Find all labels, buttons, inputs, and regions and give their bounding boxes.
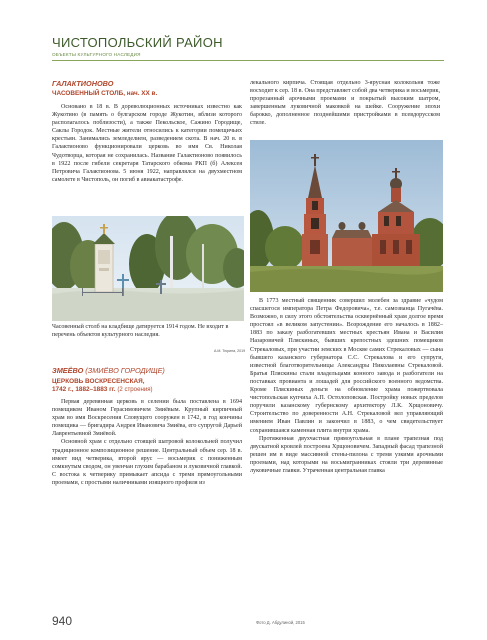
section-subtitle: ОБЪЕКТЫ КУЛЬТУРНОГО НАСЛЕДИЯ bbox=[52, 52, 141, 57]
village-heading-zmeevo bbox=[52, 366, 165, 375]
paragraph: Основано в 18 в. В дореволюционных источниках известно как Жукотино (в память о булгарском городе Жукотин, вблизи которого располагалось поблизости), а также Пекольское, Сажино Городище, Саклы Городок. Местные жители относились к категории помещичьих крестьян. Занимались земледелием, разведением скота. В нач. 20 в. в Галактионово функционировали церковь во имя Св. Николая Чудотворца, которая не сохранилась. Название Галактионово появилось в 1922 после гибели секретаря Татарского обкома РКП (б) Алексея Петровича Галактионова. 5 июня 1922, направлялся на двухместном самолете в Чистополь, он погиб в авиакатастрофе. bbox=[52, 104, 242, 183]
body-text-right-top bbox=[250, 79, 440, 128]
body-text-right-bottom bbox=[250, 297, 443, 475]
body-text-galaktionovo bbox=[52, 103, 242, 184]
header-rule bbox=[52, 60, 444, 61]
region-title: ЧИСТОПОЛЬСКИЙ РАЙОН bbox=[52, 35, 223, 50]
village-heading-galaktionovo: ГАЛАКТИОНОВО bbox=[52, 79, 114, 88]
photo-church bbox=[250, 140, 443, 292]
paragraph: Протяженная двухчастная прямоугольная в плане трапезная под двускатной кровлей построена Хрщоновичем. Западный фасад трапезной решен им в виде массивной стены-пилона с тремя узкими арочными проемами, над которыми на восьмигранниках стояли три деревянные луковичные главки. Утраченная центральная главка bbox=[250, 435, 443, 474]
photo-chapel-pillar bbox=[52, 216, 244, 321]
church-note: (2 строения) bbox=[117, 386, 153, 393]
body-text-zmeevo bbox=[52, 398, 242, 487]
village-alt-name: (ЗМИЁВО ГОРОДИЩЕ) bbox=[85, 366, 165, 375]
paragraph: лекального кирпича. Стоящая отдельно 3-ярусная колокольня тоже восходит к сер. 18 в. Она представляет собой два четверика и восьмерик, прорезанный арочными проемами и покрытый высоким шатром, завершенным луковичной маковкой на шейке. Сооружение эпохи барокко, дополненное позднейшими пристройками в псевдорусском стиле. bbox=[250, 80, 440, 127]
photo-credit-chapel-pillar: А.М. Тюрина, 2019 bbox=[214, 349, 246, 353]
footer-photo-credit: Фото Д. Абдулиной, 2015 bbox=[256, 620, 305, 625]
object-title-church bbox=[52, 378, 242, 394]
object-title-chapel-pillar: ЧАСОВЕННЫЙ СТОЛБ, нач. XX в. bbox=[52, 90, 158, 97]
paragraph: Первая деревянная церковь в селении была поставлена в 1694 помещиком Иваном Герасимовичем Змиёвым. Крупный кирпичный храм во имя Воскресения Словущего сооружен в 1742, в год кончины помещика — бригадира Андрея Ивановича Змиёва, его супругой Дарьей Лаврентьевной Змиёвой. bbox=[52, 399, 242, 438]
page-number: 940 bbox=[52, 614, 73, 628]
paragraph: Основной храм с отдельно стоящей шатровой колокольней получил традиционное композиционное решение. Центральный объем сер. 18 в. имеет вид четверика, второй ярус — восьмерик с пониженным сомкнутым сводом, он увенчан глухим барабаном и луковичной главкой. С востока к четверику примыкает апсида с тремя прямоугольными проемами, с простыми наличниками изящного профиля из bbox=[52, 439, 242, 486]
photo-caption-chapel-pillar: Часовенный столб на кладбище датируется 1914 годом. Не входит в перечень объектов культурного наследия. bbox=[52, 324, 229, 339]
church-photo-image bbox=[250, 140, 443, 292]
church-dates: 1742 г., 1882–1883 гг. bbox=[52, 386, 116, 393]
village-name: ЗМЕЁВО bbox=[52, 366, 84, 375]
church-name: ЦЕРКОВЬ ВОСКРЕСЕНСКАЯ, bbox=[52, 378, 145, 385]
paragraph: В 1773 местный священник совершил молебен за здравие «чудом спасшегося императора Петра Федоровича», т.е. самозванца Пугачёва. Возможно, в силу этого обстоятельства осквернённый храм долгое время простоял «в великом запустении». Возрождение его началось в 1882–1883 по заказу разбогатевших местных крестьян Ивана и Василия Назаровичей Пляскиных, бывших крепостных здешних помещиков Стрекаловых, при участии земских в Москве самих Стрекаловых — сына бывшего казанского губернатора С.С. Стрекалова и его супруги, известной благотворительницы Александры Николаевны Стрекаловой. Братья Пляскины стали владельцами конного завода и разбогатели на поставках провианта и лошадей для российского военного ведомства. Кроме Пляскиных деньги на обновление храма пожертвовала чистопольская купчиха А.П. Остолоповская. Постройку новых пределов поручили казанскому губернскому архитектору Л.К. Хрщоновичу. Строительство по доверенности А.Н. Стрекаловой вел управляющий имением Иван Павлин и закончил в 1883, о чем свидетельствует сохранившаяся каменная плита внутри храма. bbox=[250, 298, 443, 434]
cemetery-photo-image bbox=[52, 216, 244, 321]
